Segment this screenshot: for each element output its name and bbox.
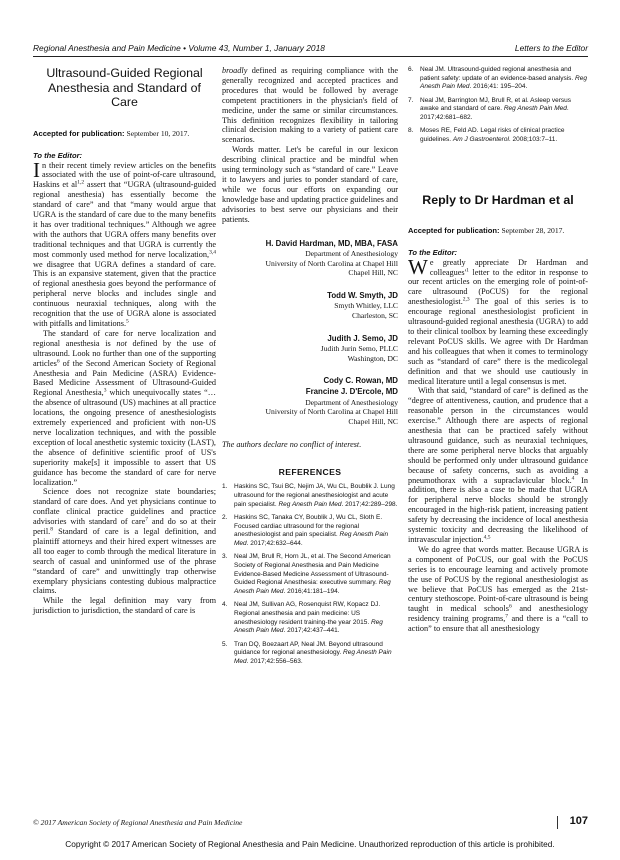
header-journal-info bbox=[33, 43, 325, 53]
page-footer bbox=[33, 816, 588, 830]
author-name: Judith J. Semo, JD bbox=[327, 333, 398, 343]
signature-block bbox=[222, 376, 398, 426]
drop-cap: W bbox=[408, 254, 428, 279]
journal-name: Regional Anesthesia and Pain Medicine bbox=[33, 43, 181, 53]
running-header bbox=[33, 41, 588, 57]
reply-body bbox=[408, 254, 589, 634]
section-name: Letters to the Editor bbox=[514, 43, 588, 53]
author-affiliation: University of North Carolina at Chapel Hill bbox=[265, 258, 398, 268]
volume-issue: Volume 43, Number 1, January 2018 bbox=[188, 43, 325, 53]
column-2 bbox=[222, 66, 398, 671]
author-name: Cody C. Rowan, MD bbox=[323, 376, 398, 386]
reference-item: 3. Neal JM, Brull R, Horn JL, et al. The Second American Society of Regional Anesthesia and Pain Medicine Evidence-Based Medicine Assessment of Ultrasound-Guided Regional Anesthesia: executive summary. Reg Anesth Pain Med. 2016;41:181–194. bbox=[222, 553, 391, 596]
column-3 bbox=[408, 66, 588, 634]
reference-item: 4. Neal JM, Sullivan AG, Rosenquist RW, Kopacz DJ. Regional anesthesia and pain medicine: US anesthesiology resident training-the year 2015. Reg Anesth Pain Med. 2017;42:437–441. bbox=[222, 601, 383, 635]
reply-letter-title: Reply to Dr Hardman et al bbox=[422, 192, 574, 207]
references-list-continued bbox=[408, 66, 588, 145]
author-location: Washington, DC bbox=[347, 353, 398, 363]
copyright-notice: Copyright © 2017 American Society of Regional Anesthesia and Pain Medicine. Unauthorized reproduction of this article is prohibited. bbox=[65, 839, 555, 849]
reply-paragraph-3: We do agree that words matter. Because UGRA is a component of PoCUS, our goal with the PoCUS series is to encourage learning and actively promote the use of PoCUS by the regional anesthesiologist as we believe that PoCUS has emerged as the 21st-century stethoscope. Point-of-care ultrasound is being taught in medical schools$^6$ and anesthesiology residency training programs,$^7$ and there is a “call to action” to ensure that all anesthesiology bbox=[408, 544, 588, 634]
letter-body bbox=[33, 157, 217, 617]
conflict-disclosure: The authors declare no conflict of interest. bbox=[222, 440, 362, 450]
author-name: Todd W. Smyth, JD bbox=[327, 290, 398, 300]
signature-block bbox=[222, 239, 398, 278]
signature-block bbox=[222, 291, 398, 321]
paragraph-4-continued: broadly defined as requiring compliance with the generally recognized and accepted practices and procedures that would be followed by average competent practitioners in the physician's field of medicine, under the same or similar circumstances. This definition recognizes flexibility in tailoring clinical decision making to a variety of patient care scenarios. bbox=[222, 66, 398, 145]
author-name: Francine J. D'Ercole, MD bbox=[305, 387, 398, 397]
accepted-date: September 10, 2017. bbox=[126, 128, 190, 138]
reference-item: 6. Neal JM. Ultrasound-guided regional anesthesia and patient safety: update of an evidence-based analysis. Reg Anesth Pain Med. 2016;41: 195–204. bbox=[408, 66, 587, 91]
page-number: 107 bbox=[569, 815, 588, 827]
paragraph-1: In their recent timely review articles on the benefits associated with the use of point-of-care ultrasound, Haskins et al$^{1,2}$ assert that “UGRA (ultrasound-guided regional anesthesia) has essentially become the standard of care” and that “many would argue that UGRA is the standard of care due to the many benefits it has over traditional techniques.” Although we agree with the authors that UGRA offers many benefits over traditional techniques and that UGRA is currently the most commonly used method for nerve localization,$^{3,4}$ we disagree that UGRA defines a standard of care. This is an expansive statement, given that the practice of regional anesthesia goes beyond the performance of peripheral nerve blocks and includes single and continuous neuraxial techniques, along with the recognition that the use of UGRA alone is associated with pitfalls and limitations.$^5$ bbox=[33, 157, 216, 328]
reference-item: 2. Haskins SC, Tanaka CY, Boublik J, Wu CL, Sloth E. Focused cardiac ultrasound for the regional anesthesiologist and pain specialist. Reg Anesth Pain Med. 2017;42:632–644. bbox=[222, 514, 389, 548]
reply-paragraph-1: We greatly appreciate Dr Hardman and $colleagues'^1$ letter to the editor in response to our recent articles on the emerging role of point-of-care ultrasound (PoCUS) for the regional anesthesiologist.$^{2,3}$ The goal of this series is to encourage regional anesthesiologist proficient in ultrasound-guided regional anesthesia (UGRA) to add to their clinical toolbox by learning these exceedingly relevant PoCUS skills. We agree with Dr Hardman and his colleagues that when it comes to terminology such as “standard of care” there is the medicolegal definition and that we should use cautiously in medical literature until a legal consensus is met. bbox=[408, 254, 588, 386]
reference-item: 7. Neal JM, Barrington MJ, Brull R, et al. Asleep versus awake and standard of care. Reg Anesth Pain Med. 2017;42:681–682. bbox=[408, 96, 572, 122]
paragraph-3: Science does not recognize state boundaries; standard of care does. And yet physicians continue to conflate clinical practice guidelines and practice advisories with standard of care$^7$ and do so at their peril.$^8$ Standard of care is a legal definition, and plaintiff attorneys and their hired expert witnesses are all too eager to comb through the medical literature in search of casual and uninformed use of the phrase “standard of care” and unwittingly trap otherwise exemplary physicians contesting dubious malpractice claims. bbox=[33, 487, 216, 596]
reply-salutation: To the Editor: bbox=[408, 247, 458, 257]
accepted-date: September 28, 2017. bbox=[501, 225, 565, 235]
letter-title: Ultrasound-Guided Regional Anesthesia and Standard of Care bbox=[46, 66, 203, 109]
drop-cap: I bbox=[33, 157, 40, 182]
signature-section bbox=[222, 239, 398, 427]
salutation: To the Editor: bbox=[33, 150, 83, 160]
reply-accepted-date-line bbox=[408, 226, 588, 236]
author-location: Chapel Hill, NC bbox=[348, 416, 398, 426]
accepted-label: Accepted for publication: bbox=[408, 225, 500, 235]
reply-paragraph-2: With that said, “standard of care” is defined as the “degree of attentiveness, caution, and prudence that a reasonable person in the circumstances would exercise.” Although there are aspects of regional anesthesia that can be practiced safely without ultrasound guidance, such as neuraxial techniques, there are some peripheral nerve blocks that arguably should be performed only under ultrasound guidance because of safety concerns, such as avoiding a pneumothorax with a supraclavicular block.$^4$ In addition, there is also a case to be made that UGRA for peripheral nerve blocks should be strongly encouraged in the high-risk patient, increasing patient safety by decreasing the incidence of local anesthesia systemic toxicity and decreasing the likelihood of intravascular injection.$^{4,5}$ bbox=[408, 386, 589, 544]
footer-divider bbox=[557, 816, 558, 829]
reference-item: 5. Tran DQ, Boezaart AP, Neal JM. Beyond ultrasound guidance for regional anesthesiology. Reg Anesth Pain Med. 2017;42:556–563. bbox=[222, 640, 392, 666]
signature-block bbox=[222, 334, 398, 364]
footer-copyright: © 2017 American Society of Regional Anesthesia and Pain Medicine bbox=[33, 818, 243, 827]
references-list bbox=[222, 483, 398, 666]
references-heading: REFERENCES bbox=[278, 467, 342, 478]
author-location: Charleston, SC bbox=[352, 311, 398, 321]
author-affiliation: Judith Jurin Semo, PLLC bbox=[320, 344, 398, 354]
author-affiliation: Department of Anesthesiology bbox=[305, 397, 398, 407]
accepted-date-line bbox=[33, 129, 216, 139]
accepted-label: Accepted for publication: bbox=[33, 128, 125, 138]
author-name: H. David Hardman, MD, MBA, FASA bbox=[265, 238, 398, 248]
author-affiliation: University of North Carolina at Chapel Hill bbox=[265, 407, 398, 417]
author-affiliation: Department of Anesthesiology bbox=[305, 249, 398, 259]
author-affiliation: Smyth Whitley, LLC bbox=[334, 301, 398, 311]
paragraph-5: Words matter. Let's be careful in our lexicon describing clinical practice and be mindful when using terminology such as “standard of care.” Leave it to lawyers and juries to ponder standard of care, while we focus our efforts on expanding our knowledge base and updating practice guidelines and advisories to best serve our physicians and their patients. bbox=[222, 145, 398, 224]
letter-body-continued bbox=[222, 66, 398, 225]
header-separator: • bbox=[183, 43, 187, 53]
column-1 bbox=[33, 66, 216, 616]
paragraph-4-start: While the legal definition may vary from jurisdiction to jurisdiction, the standard of care is bbox=[33, 596, 216, 616]
paragraph-2: The standard of care for nerve localization and regional anesthesia is not defined by the use of ultrasound. Look no further than one of the supporting articles$^6$ of the Second American Society of Regional Anesthesia and Pain Medicine (ASRA) Evidence-Based Medicine Assessment of Ultrasound-Guided Regional Anesthesia,$^3$ which unequivocally states “…the absence of ultrasound (US) machines at all practice locations, the ongoing presence of anesthesiologists extremely experienced and proficient with non-US nerve localization techniques, and with the possible exception of local anesthetic systemic toxicity (LAST), the absence of definitive scientific proof of US's superiority make[s] it impossible to assert that US guidance has become the standard of care for nerve localization.” bbox=[33, 328, 217, 487]
author-location: Chapel Hill, NC bbox=[348, 268, 398, 278]
reference-item: 8. Moses RE, Feld AD. Legal risks of clinical practice guidelines. Am J Gastroenterol. 2008;103:7–11. bbox=[408, 127, 565, 143]
reference-item: 1. Haskins SC, Tsui BC, Nejim JA, Wu CL, Boublik J. Lung ultrasound for the regional anesthesiologist and acute pain specialist. Reg Anesth Pain Med. 2017;42:289–298. bbox=[222, 483, 398, 508]
